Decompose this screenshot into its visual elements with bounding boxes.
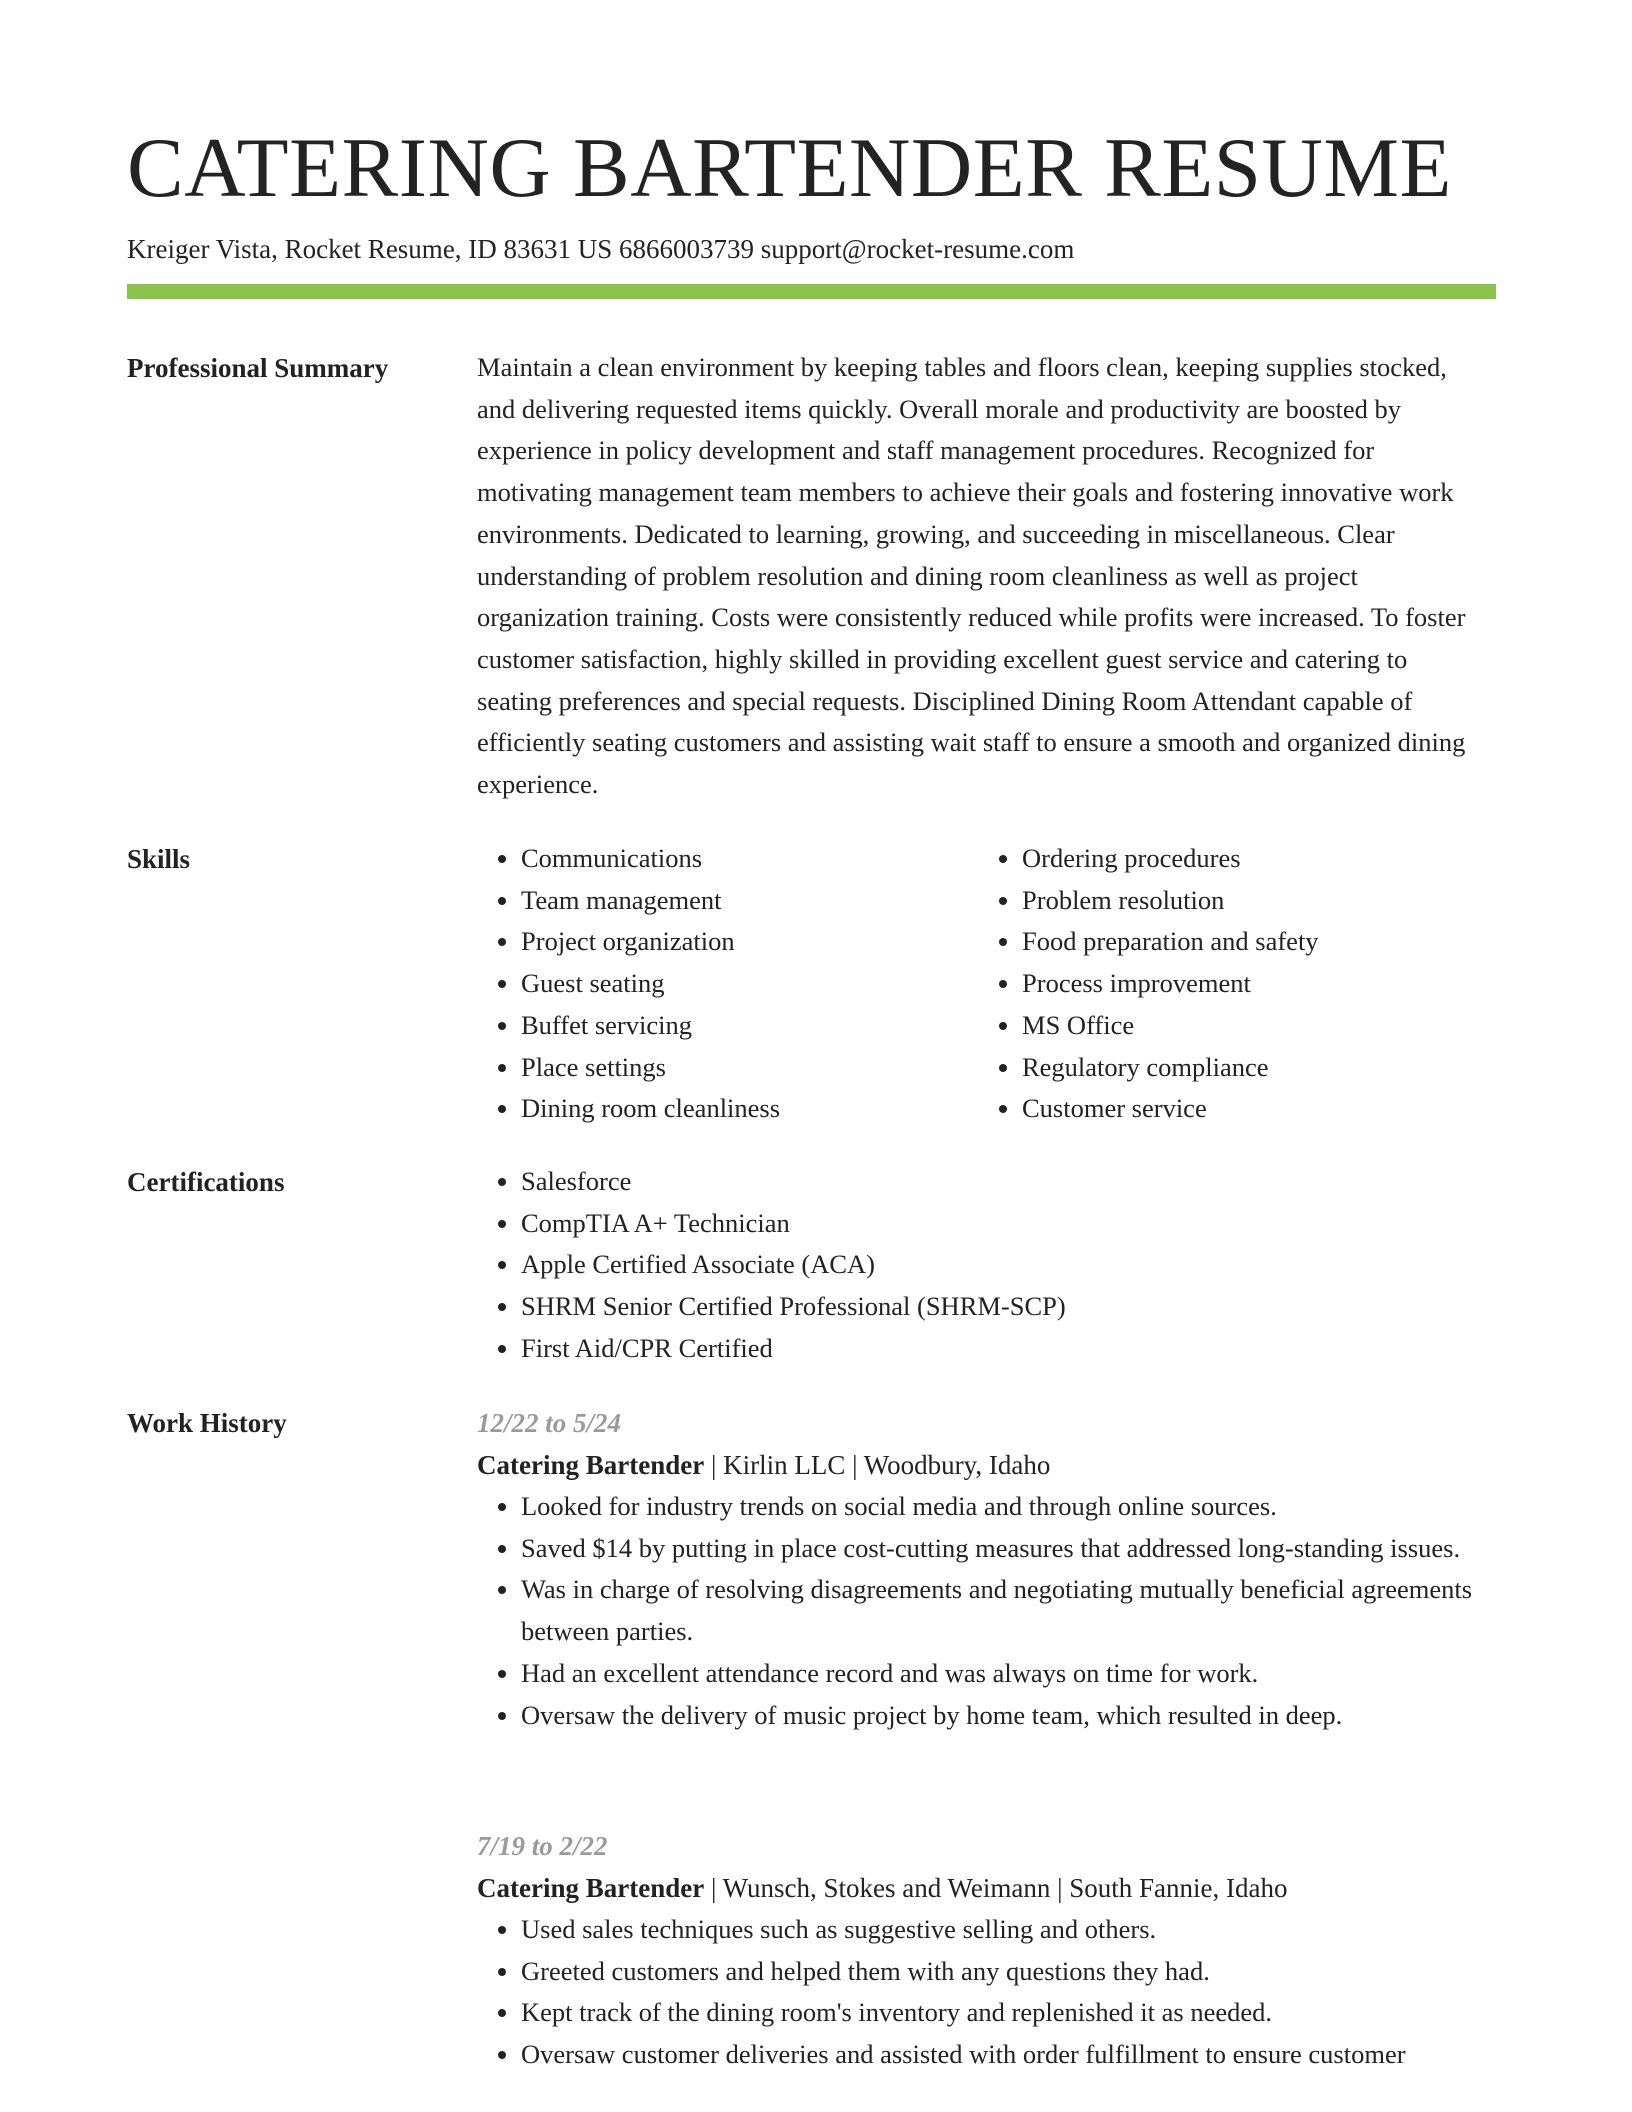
job-heading (477, 1867, 1487, 1909)
job-title: Catering Bartender (477, 1450, 705, 1480)
skill-item: • Food preparation and safety (1022, 921, 1479, 963)
job-location: Woodbury, Idaho (863, 1450, 1051, 1480)
certification-item: • First Aid/CPR Certified (521, 1328, 1487, 1370)
accent-divider (127, 284, 1496, 299)
job-duty: • Greeted customers and helped them with any questions they had. (521, 1951, 1487, 1993)
job-dates: 12/22 to 5/24 (477, 1408, 622, 1438)
skill-item: • Process improvement (1022, 963, 1479, 1005)
skills-columns (477, 838, 1487, 1130)
section-label-skills: Skills (127, 844, 191, 874)
separator: | (845, 1450, 864, 1480)
skill-item: • Communications (521, 838, 978, 880)
job-title: Catering Bartender (477, 1873, 705, 1903)
section-label-work-history: Work History (127, 1408, 287, 1438)
contact-info: Kreiger Vista, Rocket Resume, ID 83631 US 6866003739 support@rocket-resume.com (127, 234, 1075, 264)
job-duty: • Was in charge of resolving disagreements and negotiating mutually beneficial agreements between parties. (521, 1569, 1487, 1652)
skill-item: • Place settings (521, 1047, 978, 1089)
skill-item: • Team management (521, 880, 978, 922)
certification-item: • SHRM Senior Certified Professional (SHRM-SCP) (521, 1286, 1487, 1328)
skill-item: • Buffet servicing (521, 1005, 978, 1047)
separator: | (704, 1873, 723, 1903)
skills-column-left (477, 838, 978, 1130)
certifications-list (477, 1161, 1487, 1370)
certification-item: • CompTIA A+ Technician (521, 1203, 1487, 1245)
skill-item: • Guest seating (521, 963, 978, 1005)
job-company: Wunsch, Stokes and Weimann (722, 1873, 1051, 1903)
job-duty: • Kept track of the dining room's inventory and replenished it as needed. (521, 1992, 1487, 2034)
job-entry (477, 1825, 1487, 2076)
separator: | (1050, 1873, 1070, 1903)
skill-item: • Dining room cleanliness (521, 1088, 978, 1130)
job-dates: 7/19 to 2/22 (477, 1831, 608, 1861)
skills-section (477, 838, 1487, 1130)
section-label-summary: Professional Summary (127, 353, 389, 383)
certifications-section (477, 1161, 1487, 1370)
skill-item: • Customer service (1022, 1088, 1479, 1130)
job-heading (477, 1444, 1487, 1486)
certification-item: • Apple Certified Associate (ACA) (521, 1244, 1487, 1286)
job-location: South Fannie, Idaho (1069, 1873, 1288, 1903)
job-duty: • Oversaw the delivery of music project by home team, which resulted in deep. (521, 1695, 1487, 1737)
skill-item: • Regulatory compliance (1022, 1047, 1479, 1089)
job-duty: • Had an excellent attendance record and was always on time for work. (521, 1653, 1487, 1695)
job-duties-list (477, 1486, 1487, 1736)
job-duties-list (477, 1909, 1487, 2076)
certification-item: • Salesforce (521, 1161, 1487, 1203)
job-company: Kirlin LLC (723, 1450, 846, 1480)
job-duty: • Used sales techniques such as suggestive selling and others. (521, 1909, 1487, 1951)
job-duty: • Saved $14 by putting in place cost-cutting measures that addressed long-standing issues. (521, 1528, 1487, 1570)
summary-text: Maintain a clean environment by keeping tables and floors clean, keeping supplies stocked, and delivering requested items quickly. Overall morale and productivity are boosted by experience in policy development and staff management procedures. Recognized for motivating management team members to achieve their goals and fostering innovative work environments. Dedicated to learning, growing, and succeeding in miscellaneous. Clear understanding of problem resolution and dining room cleanliness as well as project organization training. Costs were consistently reduced while profits were increased. To foster customer satisfaction, highly skilled in providing excellent guest service and catering to seating preferences and special requests. Disciplined Dining Room Attendant capable of efficiently seating customers and assisting wait staff to ensure a smooth and organized dining experience. (477, 352, 1466, 800)
skill-item: • Project organization (521, 921, 978, 963)
skill-item: • Ordering procedures (1022, 838, 1479, 880)
job-entry (477, 1402, 1487, 1736)
job-duty: • Looked for industry trends on social media and through online sources. (521, 1486, 1487, 1528)
skills-column-right (978, 838, 1479, 1130)
job-duty: • Oversaw customer deliveries and assisted with order fulfillment to ensure customer (521, 2034, 1487, 2076)
section-label-certifications: Certifications (127, 1167, 285, 1197)
summary-section (477, 347, 1487, 806)
resume-title: CATERING BARTENDER RESUME (127, 121, 1452, 215)
skill-item: • MS Office (1022, 1005, 1479, 1047)
skills-list-right (978, 838, 1479, 1130)
skill-item: • Problem resolution (1022, 880, 1479, 922)
separator: | (704, 1450, 724, 1480)
skills-list-left (477, 838, 978, 1130)
